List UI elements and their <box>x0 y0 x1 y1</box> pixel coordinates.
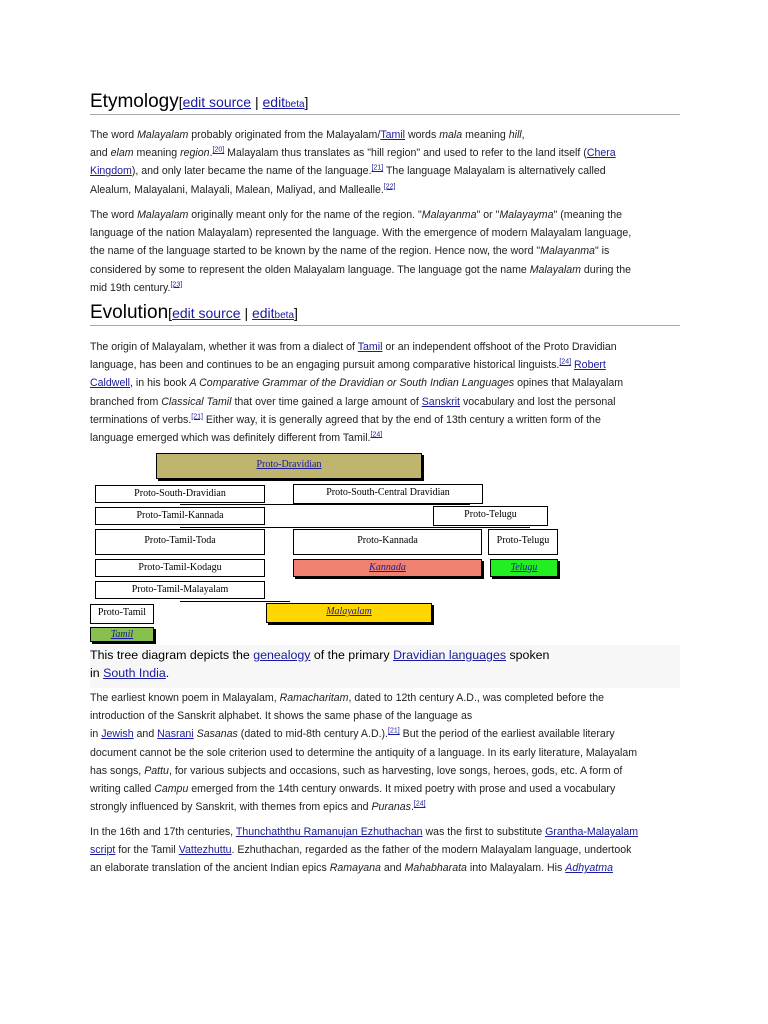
etymology-edit-link[interactable]: editbeta <box>262 94 305 110</box>
inline-link[interactable]: Caldwell <box>90 377 131 390</box>
node-proto-telugu: Proto-Telugu <box>433 506 548 526</box>
tree-connector <box>180 601 290 602</box>
inline-link[interactable]: Tamil <box>357 341 383 353</box>
node-proto-tamil-kannada: Proto-Tamil-Kannada <box>95 507 265 525</box>
inline-link[interactable]: Chera <box>586 147 616 160</box>
citation-link[interactable]: [22] <box>383 183 396 191</box>
citation-link[interactable]: [24] <box>370 431 383 439</box>
tree-connector <box>180 527 530 528</box>
etymology-edit-source-link[interactable]: edit source <box>182 94 252 110</box>
node-proto-telugu-2: Proto-Telugu <box>488 529 558 555</box>
inline-link[interactable]: Jewish <box>101 728 134 741</box>
citation-link[interactable]: [21] <box>371 164 384 172</box>
citation-link[interactable]: [24] <box>559 358 572 366</box>
tamil-link[interactable]: Tamil <box>110 629 134 640</box>
node-proto-south-dravidian: Proto-South-Dravidian <box>95 485 265 503</box>
evolution-title: Evolution <box>90 302 169 323</box>
node-proto-tamil-kodagu: Proto-Tamil-Kodagu <box>95 559 265 577</box>
inline-link[interactable]: Kingdom <box>90 165 132 178</box>
telugu-link[interactable]: Telugu <box>510 562 538 573</box>
inline-link[interactable]: Vattezhuttu <box>178 844 232 857</box>
tree-caption: This tree diagram depicts the genealogy of the primary Dravidian languages spoken in South India. <box>90 645 680 688</box>
evolution-edit-source-link[interactable]: edit source <box>172 305 241 321</box>
node-proto-kannada: Proto-Kannada <box>293 529 482 555</box>
evolution-paragraph-2: The earliest known poem in Malayalam, Ramacharitam, dated to 12th century A.D., was completed before the introduction of the Sanskrit alphabet. It shows the same phase of the language as in Jewish and Nasrani Sasanas (dated to mid-8th century A.D.).[21] But the period of the earliest available literary document cannot be the sole criterion used to determine the antiquity of a language. In its early literature, Malayalam has songs, Pattu, for various subjects and occasions, such as harvesting, love songs, heroes, gods, etc. A form of writing called Campu emerged from the 14th century onwards. It mixed poetry with prose and used a vocabulary strongly influenced by Sanskrit, with themes from epics and Puranas.[24] <box>90 692 638 814</box>
inline-link[interactable]: Robert <box>574 359 606 372</box>
inline-link[interactable]: Tamil <box>380 129 406 141</box>
inline-link[interactable]: Dravidian languages <box>393 648 507 662</box>
inline-link[interactable]: Nasrani <box>157 728 194 741</box>
inline-link[interactable]: genealogy <box>253 648 311 662</box>
node-tamil <box>90 627 154 642</box>
node-proto-tamil-toda: Proto-Tamil-Toda <box>95 529 265 555</box>
citation-link[interactable]: [24] <box>413 800 426 808</box>
inline-link[interactable]: South India <box>103 666 166 680</box>
citation-link[interactable]: [21] <box>191 413 203 421</box>
etymology-title: Etymology <box>90 91 179 112</box>
evolution-paragraph-3: In the 16th and 17th centuries, Thunchaththu Ramanujan Ezhuthachan was the first to substitute Grantha-Malayalam script for the Tamil Vattezhuttu. Ezhuthachan, regarded as the father of the modern Malayalam language, undertook an elaborate translation of the ancient Indian epics Ramayana and Mahabharata into Malayalam. His Adhyatma <box>90 826 639 875</box>
etymology-paragraph-1: The word Malayalam probably originated from the Malayalam/Tamil words mala meaning hill, and elam meaning region.[20] Malayalam thus translates as "hill region" and used to refer to the land itself (Chera Kingdom), and only later became the name of the language.[21] The language Malayalam is alternatively called Alealum, Malayalani, Malayali, Malean, Maliyad, and Mallealle.[22] <box>90 129 616 196</box>
proto-dravidian-link[interactable]: Proto-Dravidian <box>256 459 322 470</box>
node-telugu <box>490 559 558 577</box>
inline-link[interactable]: script <box>90 844 116 857</box>
evolution-heading: Evolution[edit source | editbeta] <box>90 302 680 326</box>
node-proto-tamil-malayalam: Proto-Tamil-Malayalam <box>95 581 265 599</box>
citation-link[interactable]: [23] <box>170 281 183 289</box>
citation-link[interactable]: [20] <box>212 146 225 154</box>
inline-link[interactable]: Thunchaththu Ramanujan Ezhuthachan <box>235 826 423 838</box>
evolution-paragraph-1: The origin of Malayalam, whether it was from a dialect of Tamil or an independent offshoot of the Proto Dravidian language, has been and continues to be an engaging pursuit among comparative historical linguists.[24] Robert Caldwell, in his book A Comparative Grammar of the Dravidian or South Indian Languages opines that Malayalam branched from Classical Tamil that over time gained a large amount of Sanskrit vocabulary and lost the personal terminations of verbs.[21] Either way, it is generally agreed that by the end of 13th century a written form of the language emerged which was definitely different from Tamil.[24] <box>90 341 624 445</box>
node-proto-tamil: Proto-Tamil <box>90 604 154 624</box>
tree-connector <box>180 504 470 505</box>
etymology-paragraph-2: The word Malayalam originally meant only for the name of the region. "Malayanma" or "Malayayma" (meaning the language of the nation Malayalam) represented the language. With the emergence of modern Malayalam language, the name of the language started to be known by the name of the region. Hence now, the word "Malayanma" is considered by some to represent the olden Malayalam language. The language got the name Malayalam during the mid 19th century.[23] <box>90 209 632 294</box>
etymology-heading: Etymology[edit source | editbeta] <box>90 91 680 115</box>
kannada-link[interactable]: Kannada <box>369 562 406 573</box>
evolution-edit-link[interactable]: editbeta <box>251 305 295 321</box>
node-kannada <box>293 559 482 577</box>
node-proto-south-central-dravidian: Proto-South-Central Dravidian <box>293 484 483 504</box>
inline-link[interactable]: Grantha-Malayalam <box>545 826 639 838</box>
citation-link[interactable]: [21] <box>388 727 400 735</box>
node-proto-dravidian <box>156 453 422 479</box>
malayalam-link[interactable]: Malayalam <box>326 606 372 617</box>
inline-link[interactable]: Adhyatma <box>565 862 613 875</box>
node-malayalam <box>266 603 432 623</box>
inline-link[interactable]: Sanskrit <box>421 395 461 408</box>
